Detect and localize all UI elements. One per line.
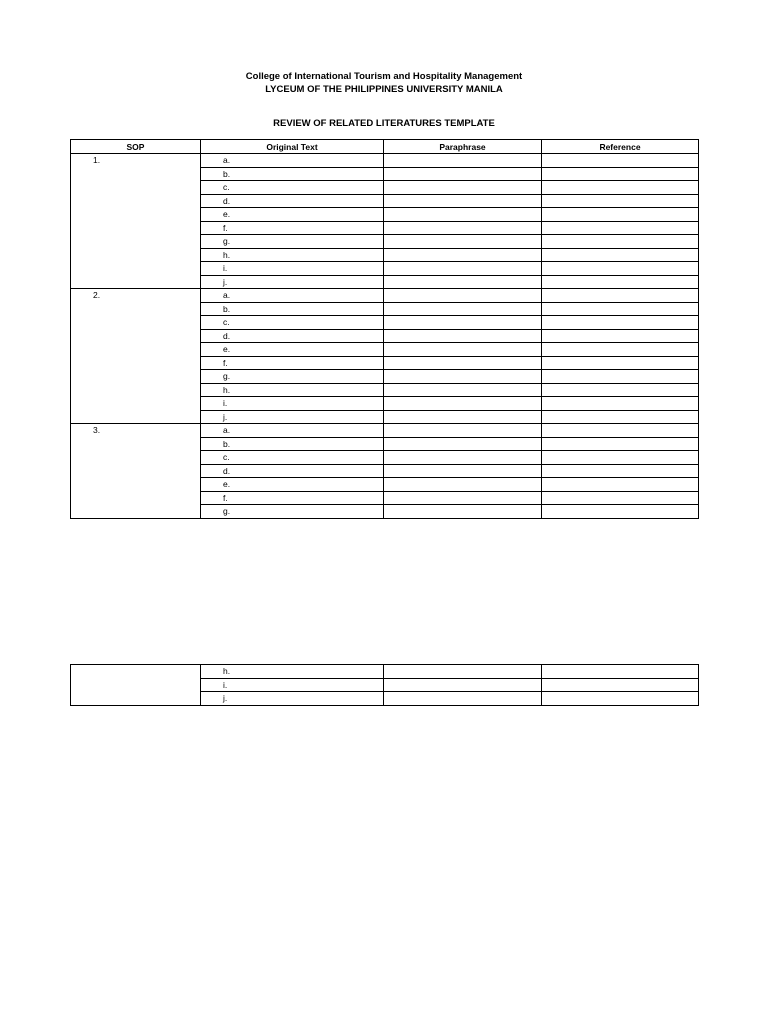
paraphrase-cell[interactable]	[384, 678, 542, 692]
reference-cell[interactable]	[542, 665, 699, 679]
reference-cell[interactable]	[542, 248, 699, 262]
college-name: College of International Tourism and Hospitality Management	[245, 71, 523, 82]
original-text-cell[interactable]: c.	[201, 451, 384, 465]
reference-cell[interactable]	[542, 154, 699, 168]
reference-cell[interactable]	[542, 221, 699, 235]
reference-cell[interactable]	[542, 505, 699, 519]
original-text-cell[interactable]: b.	[201, 302, 384, 316]
table-row	[71, 289, 699, 303]
original-text-cell[interactable]: g.	[201, 505, 384, 519]
paraphrase-cell[interactable]	[384, 478, 542, 492]
original-text-cell[interactable]: d.	[201, 464, 384, 478]
column-header-reference: Reference	[542, 140, 699, 154]
paraphrase-cell[interactable]	[384, 397, 542, 411]
reference-cell[interactable]	[542, 343, 699, 357]
paraphrase-cell[interactable]	[384, 356, 542, 370]
sop-cell[interactable]: 2.	[71, 289, 201, 424]
paraphrase-cell[interactable]	[384, 194, 542, 208]
original-text-cell[interactable]: g.	[201, 235, 384, 249]
paraphrase-cell[interactable]	[384, 262, 542, 276]
table-row	[71, 154, 699, 168]
paraphrase-cell[interactable]	[384, 221, 542, 235]
reference-cell[interactable]	[542, 356, 699, 370]
original-text-cell[interactable]: h.	[201, 383, 384, 397]
rrl-continuation-body	[71, 665, 699, 706]
sop-cell[interactable]	[71, 665, 201, 706]
paraphrase-cell[interactable]	[384, 235, 542, 249]
university-name: LYCEUM OF THE PHILIPPINES UNIVERSITY MANILA	[265, 84, 503, 95]
reference-cell[interactable]	[542, 194, 699, 208]
original-text-cell[interactable]: i.	[201, 262, 384, 276]
paraphrase-cell[interactable]	[384, 343, 542, 357]
original-text-cell[interactable]: j.	[201, 275, 384, 289]
sop-cell[interactable]: 3.	[71, 424, 201, 519]
reference-cell[interactable]	[542, 383, 699, 397]
reference-cell[interactable]	[542, 275, 699, 289]
reference-cell[interactable]	[542, 692, 699, 706]
reference-cell[interactable]	[542, 451, 699, 465]
paraphrase-cell[interactable]	[384, 329, 542, 343]
column-header-original-text: Original Text	[201, 140, 384, 154]
reference-cell[interactable]	[542, 329, 699, 343]
paraphrase-cell[interactable]	[384, 275, 542, 289]
rrl-table	[70, 139, 699, 519]
original-text-cell[interactable]: f.	[201, 356, 384, 370]
original-text-cell[interactable]: c.	[201, 316, 384, 330]
original-text-cell[interactable]: g.	[201, 370, 384, 384]
paraphrase-cell[interactable]	[384, 302, 542, 316]
paraphrase-cell[interactable]	[384, 383, 542, 397]
sop-cell[interactable]: 1.	[71, 154, 201, 289]
paraphrase-cell[interactable]	[384, 370, 542, 384]
paraphrase-cell[interactable]	[384, 154, 542, 168]
paraphrase-cell[interactable]	[384, 181, 542, 195]
original-text-cell[interactable]: e.	[201, 343, 384, 357]
original-text-cell[interactable]: a.	[201, 424, 384, 438]
reference-cell[interactable]	[542, 478, 699, 492]
original-text-cell[interactable]: b.	[201, 167, 384, 181]
paraphrase-cell[interactable]	[384, 289, 542, 303]
rrl-continuation-table	[70, 664, 699, 706]
reference-cell[interactable]	[542, 410, 699, 424]
reference-cell[interactable]	[542, 181, 699, 195]
reference-cell[interactable]	[542, 167, 699, 181]
paraphrase-cell[interactable]	[384, 665, 542, 679]
table-header-row	[71, 140, 699, 154]
template-title: REVIEW OF RELATED LITERATURES TEMPLATE	[273, 118, 495, 129]
column-header-sop: SOP	[71, 140, 201, 154]
original-text-cell[interactable]: i.	[201, 678, 384, 692]
reference-cell[interactable]	[542, 316, 699, 330]
reference-cell[interactable]	[542, 235, 699, 249]
original-text-cell[interactable]: j.	[201, 410, 384, 424]
table-row	[71, 424, 699, 438]
paraphrase-cell[interactable]	[384, 316, 542, 330]
original-text-cell[interactable]: i.	[201, 397, 384, 411]
original-text-cell[interactable]: d.	[201, 194, 384, 208]
reference-cell[interactable]	[542, 424, 699, 438]
original-text-cell[interactable]: d.	[201, 329, 384, 343]
paraphrase-cell[interactable]	[384, 248, 542, 262]
paraphrase-cell[interactable]	[384, 167, 542, 181]
reference-cell[interactable]	[542, 208, 699, 222]
paraphrase-cell[interactable]	[384, 692, 542, 706]
original-text-cell[interactable]: f.	[201, 221, 384, 235]
table-row	[71, 665, 699, 679]
original-text-cell[interactable]: b.	[201, 437, 384, 451]
original-text-cell[interactable]: h.	[201, 248, 384, 262]
paraphrase-cell[interactable]	[384, 437, 542, 451]
paraphrase-cell[interactable]	[384, 451, 542, 465]
original-text-cell[interactable]: f.	[201, 491, 384, 505]
reference-cell[interactable]	[542, 397, 699, 411]
reference-cell[interactable]	[542, 464, 699, 478]
paraphrase-cell[interactable]	[384, 410, 542, 424]
paraphrase-cell[interactable]	[384, 505, 542, 519]
original-text-cell[interactable]: e.	[201, 208, 384, 222]
reference-cell[interactable]	[542, 370, 699, 384]
paraphrase-cell[interactable]	[384, 424, 542, 438]
paraphrase-cell[interactable]	[384, 491, 542, 505]
reference-cell[interactable]	[542, 491, 699, 505]
column-header-paraphrase: Paraphrase	[384, 140, 542, 154]
reference-cell[interactable]	[542, 262, 699, 276]
original-text-cell[interactable]: j.	[201, 692, 384, 706]
reference-cell[interactable]	[542, 678, 699, 692]
paraphrase-cell[interactable]	[384, 208, 542, 222]
reference-cell[interactable]	[542, 302, 699, 316]
original-text-cell[interactable]: a.	[201, 154, 384, 168]
original-text-cell[interactable]: h.	[201, 665, 384, 679]
paraphrase-cell[interactable]	[384, 464, 542, 478]
original-text-cell[interactable]: e.	[201, 478, 384, 492]
reference-cell[interactable]	[542, 289, 699, 303]
original-text-cell[interactable]: c.	[201, 181, 384, 195]
rrl-table-body	[71, 154, 699, 519]
reference-cell[interactable]	[542, 437, 699, 451]
original-text-cell[interactable]: a.	[201, 289, 384, 303]
